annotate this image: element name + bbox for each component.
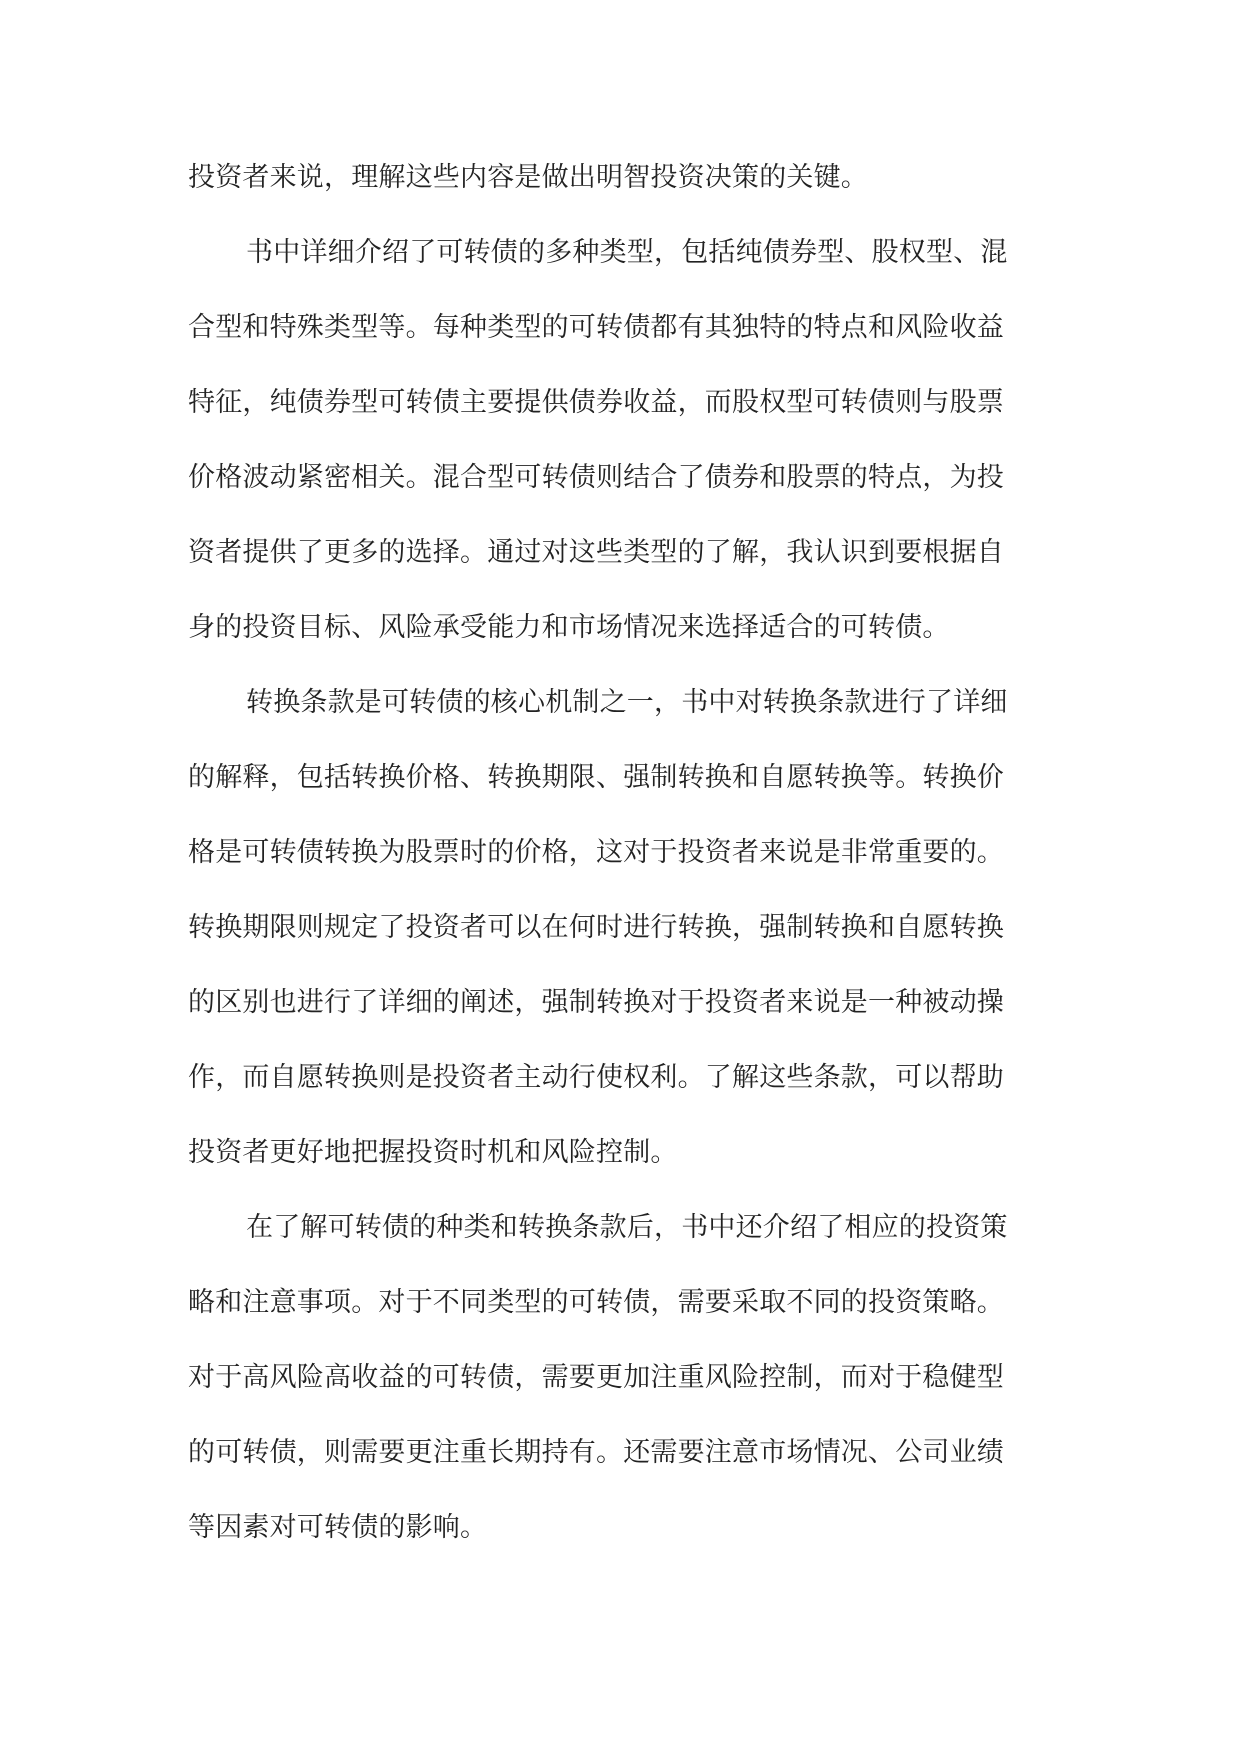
text-line: 的区别也进行了详细的阐述，强制转换对于投资者来说是一种被动操 (188, 987, 1004, 1018)
text-line: 的可转债，则需要更注重长期持有。还需要注意市场情况、公司业绩 (188, 1437, 1004, 1468)
text-line: 作，而自愿转换则是投资者主动行使权利。了解这些条款，可以帮助 (188, 1062, 1004, 1093)
text-line: 对于高风险高收益的可转债，需要更加注重风险控制，而对于稳健型 (188, 1362, 1004, 1393)
text-line: 略和注意事项。对于不同类型的可转债，需要采取不同的投资策略。 (188, 1287, 1004, 1318)
text-line: 转换期限则规定了投资者可以在何时进行转换，强制转换和自愿转换 (188, 912, 1004, 943)
document-body (188, 140, 1058, 1565)
text-line: 书中详细介绍了可转债的多种类型，包括纯债券型、股权型、混 (246, 237, 1008, 268)
text-line: 的解释，包括转换价格、转换期限、强制转换和自愿转换等。转换价 (188, 762, 1004, 793)
text-line: 合型和特殊类型等。每种类型的可转债都有其独特的特点和风险收益 (188, 312, 1004, 343)
text-line: 格是可转债转换为股票时的价格，这对于投资者来说是非常重要的。 (188, 837, 1004, 868)
text-line: 等因素对可转债的影响。 (188, 1512, 488, 1543)
text-line: 投资者更好地把握投资时机和风险控制。 (188, 1137, 678, 1168)
text-line: 价格波动紧密相关。混合型可转债则结合了债券和股票的特点，为投 (188, 462, 1004, 493)
text-line: 资者提供了更多的选择。通过对这些类型的了解，我认识到要根据自 (188, 537, 1004, 568)
text-line: 身的投资目标、风险承受能力和市场情况来选择适合的可转债。 (188, 612, 950, 643)
text-line: 转换条款是可转债的核心机制之一，书中对转换条款进行了详细 (246, 687, 1008, 718)
text-line: 特征，纯债券型可转债主要提供债券收益，而股权型可转债则与股票 (188, 387, 1004, 418)
text-line: 在了解可转债的种类和转换条款后，书中还介绍了相应的投资策 (246, 1212, 1008, 1243)
text-line: 投资者来说，理解这些内容是做出明智投资决策的关键。 (188, 162, 868, 193)
